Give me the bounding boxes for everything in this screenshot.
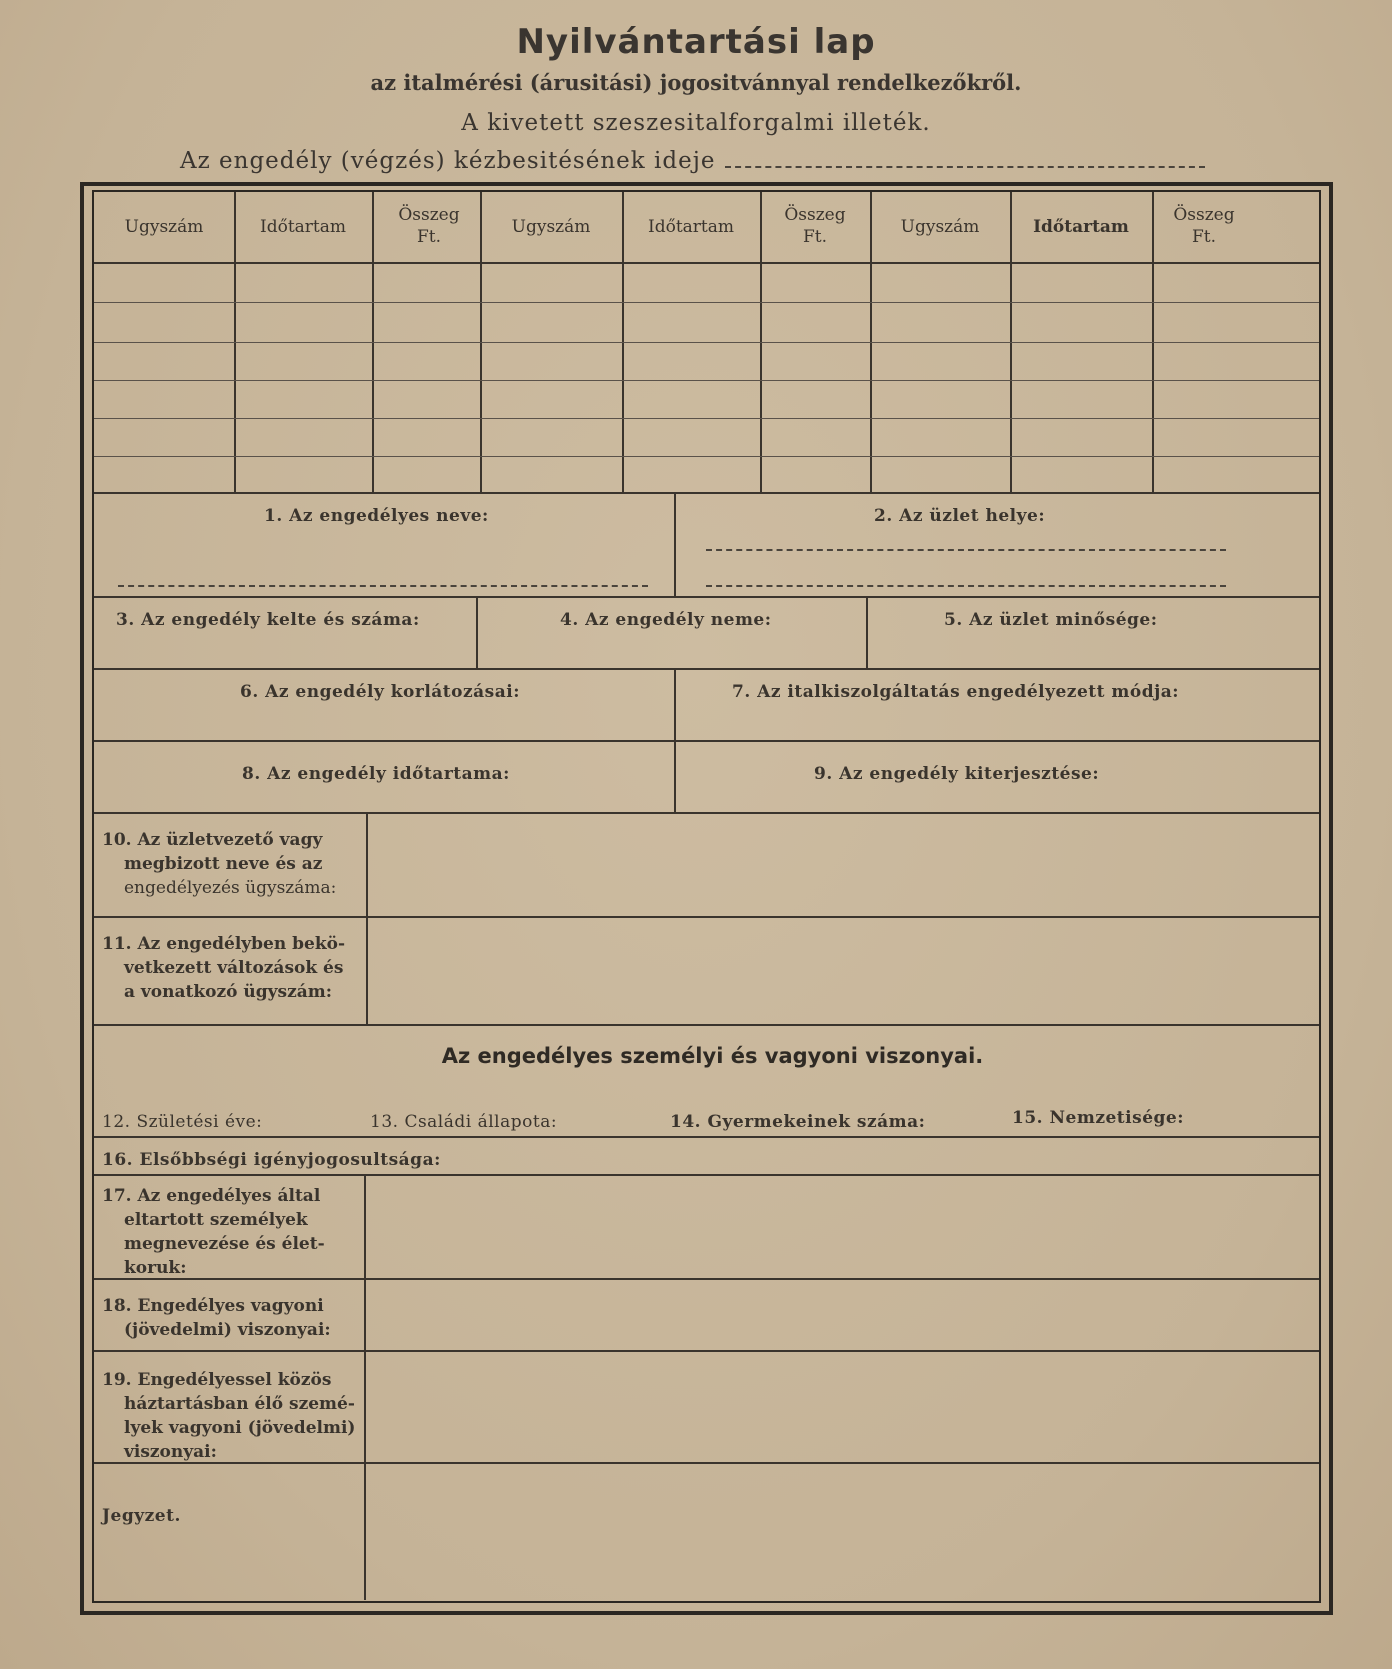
- field-1-label: 1. Az engedélyes neve:: [264, 506, 489, 526]
- field-5-label: 5. Az üzlet minősége:: [944, 610, 1158, 630]
- rule-line: [94, 916, 1319, 918]
- field-9-label: 9. Az engedély kiterjesztése:: [814, 764, 1100, 784]
- rule-line: [94, 418, 1319, 419]
- rule-line: [94, 456, 1319, 457]
- field-18-label: 18. Engedélyes vagyoni (jövedelmi) viszonyai:: [102, 1296, 331, 1340]
- rule-line: [366, 812, 368, 1024]
- field-15-label: 15. Nemzetisége:: [1012, 1108, 1184, 1128]
- field-7-label: 7. Az italkiszolgáltatás engedélyezett módja:: [732, 682, 1180, 702]
- rule-line: [94, 668, 1319, 670]
- field-14-label: 14. Gyermekeinek száma:: [670, 1112, 926, 1132]
- field-17-label: 17. Az engedélyes által eltartott személyek megnevezése és élet- koruk:: [102, 1186, 325, 1278]
- field-8-label: 8. Az engedély időtartama:: [242, 764, 510, 784]
- header-ugyszam-3: Ugyszám: [900, 217, 980, 237]
- header-ugyszam-1: Ugyszám: [124, 217, 204, 237]
- rule-line: [94, 596, 1319, 598]
- subtitle: az italmérési (árusitási) jogositvánnyal rendelkezőkről.: [370, 70, 1022, 95]
- field-16-label: 16. Elsőbbségi igényjogosultsága:: [102, 1150, 441, 1170]
- rule-line: [476, 596, 478, 668]
- rule-line: [94, 492, 1319, 494]
- delivery-label: Az engedély (végzés) kézbesitésének ideje: [180, 148, 716, 174]
- rule-line: [364, 1174, 366, 1600]
- rule-line: [94, 1024, 1319, 1026]
- field-12-label: 12. Születési éve:: [102, 1112, 263, 1132]
- field-1-line[interactable]: [118, 585, 648, 587]
- header-idotartam-1: Időtartam: [259, 217, 346, 237]
- rule-line: [94, 262, 1319, 264]
- field-3-label: 3. Az engedély kelte és száma:: [116, 610, 420, 630]
- form-frame: [80, 182, 1333, 1615]
- rule-line: [94, 302, 1319, 303]
- field-19-label: 19. Engedélyessel közös háztartásban élő szemé- lyek vagyoni (jövedelmi) viszonyai:: [102, 1370, 356, 1462]
- header-osszeg-3: Összeg Ft.: [1173, 205, 1235, 247]
- rule-line: [94, 1174, 1319, 1176]
- section-heading: Az engedélyes személyi és vagyoni viszonyai.: [441, 1044, 984, 1068]
- rule-line: [94, 812, 1319, 814]
- header-idotartam-3: Időtartam: [1033, 217, 1129, 237]
- header-osszeg-2: Összeg Ft.: [784, 205, 846, 247]
- rule-line: [94, 740, 1319, 742]
- rule-line: [94, 1278, 1319, 1280]
- fee-subtitle: A kivetett szeszesitalforgalmi illeték.: [461, 110, 931, 136]
- field-4-label: 4. Az engedély neme:: [560, 610, 772, 630]
- rule-line: [94, 1462, 1319, 1464]
- rule-line: [866, 596, 868, 668]
- header-osszeg-1: Összeg Ft.: [398, 205, 460, 247]
- delivery-date-field[interactable]: [725, 166, 1205, 168]
- delivery-date-line: [180, 148, 1205, 174]
- field-10-label: 10. Az üzletvezető vagy megbizott neve és az engedélyezés ügyszáma:: [102, 830, 337, 898]
- field-13-label: 13. Családi állapota:: [370, 1112, 558, 1132]
- rule-line: [674, 492, 676, 596]
- rule-line: [94, 1136, 1319, 1138]
- field-2-line-2[interactable]: [706, 585, 1226, 587]
- rule-line: [94, 380, 1319, 381]
- field-2-line-1[interactable]: [706, 549, 1226, 551]
- header-ugyszam-2: Ugyszám: [511, 217, 591, 237]
- page-title: Nyilvántartási lap: [516, 22, 876, 62]
- header-idotartam-2: Időtartam: [647, 217, 734, 237]
- note-label: Jegyzet.: [102, 1506, 181, 1526]
- form-grid: [92, 190, 1321, 1603]
- field-11-label: 11. Az engedélyben bekö- vetkezett változások és a vonatkozó ügyszám:: [102, 934, 346, 1002]
- field-2-label: 2. Az üzlet helye:: [874, 506, 1046, 526]
- rule-line: [94, 1350, 1319, 1352]
- field-6-label: 6. Az engedély korlátozásai:: [240, 682, 520, 702]
- rule-line: [94, 342, 1319, 343]
